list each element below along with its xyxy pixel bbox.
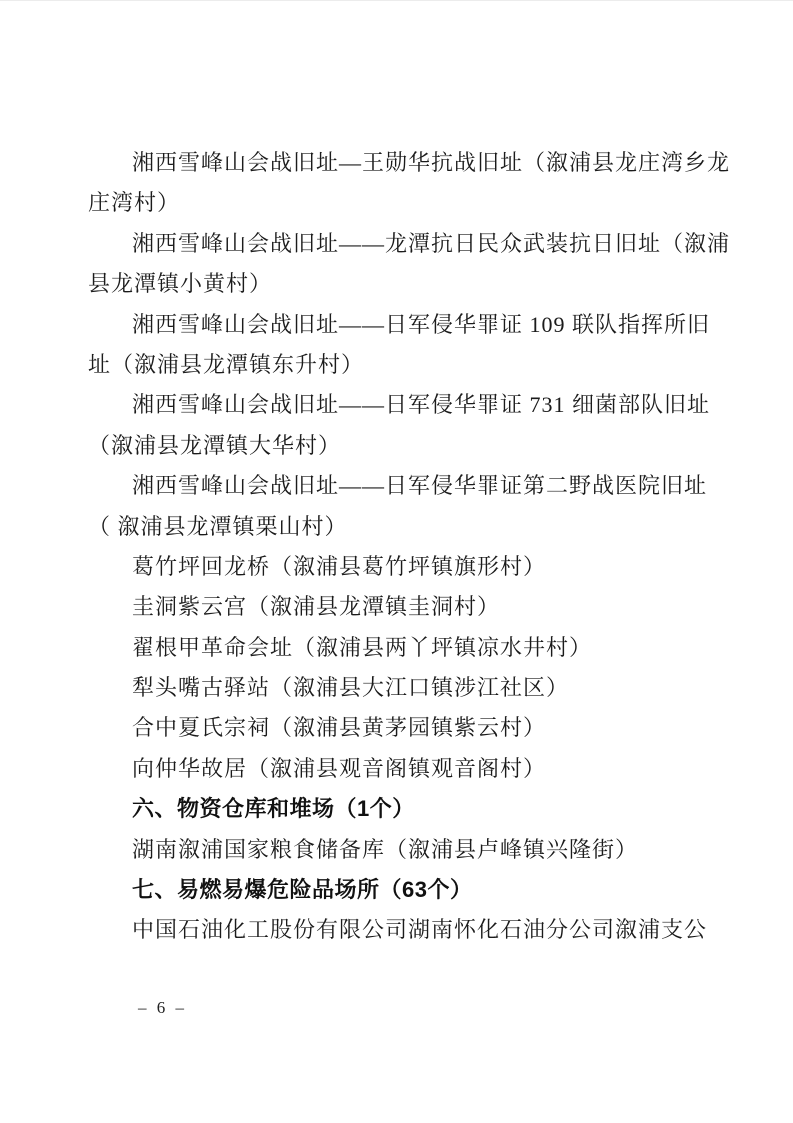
- doc-line: 址（溆浦县龙潭镇东升村）: [88, 351, 365, 377]
- section-6-heading: 六、物资仓库和堆场（1个）: [132, 796, 415, 822]
- doc-line: 犁头嘴古驿站（溆浦县大江口镇涉江社区）: [132, 675, 570, 701]
- doc-line: （溆浦县龙潭镇大华村）: [88, 432, 342, 458]
- doc-line: 合中夏氏宗祠（溆浦县黄茅园镇紫云村）: [132, 715, 547, 741]
- doc-line: 向仲华故居（溆浦县观音阁镇观音阁村）: [132, 755, 547, 781]
- doc-line: 中国石油化工股份有限公司湖南怀化石油分公司溆浦支公: [132, 917, 708, 943]
- doc-line: 圭洞紫云宫（溆浦县龙潭镇圭洞村）: [132, 594, 501, 620]
- doc-line: 湘西雪峰山会战旧址——日军侵华罪证 731 细菌部队旧址: [132, 392, 711, 418]
- section-7-heading: 七、易燃易爆危险品场所（63个）: [132, 877, 473, 903]
- doc-line: 湘西雪峰山会战旧址——龙潭抗日民众武装抗日旧址（溆浦: [132, 230, 731, 256]
- doc-line: 翟根甲革命会址（溆浦县两丫坪镇凉水井村）: [132, 634, 593, 660]
- document-body: [88, 143, 748, 951]
- doc-line: 庄湾村）: [88, 190, 181, 216]
- page-number: – 6 –: [138, 998, 187, 1017]
- doc-line: 县龙潭镇小黄村）: [88, 271, 273, 297]
- doc-line: 葛竹坪回龙桥（溆浦县葛竹坪镇旗形村）: [132, 553, 547, 579]
- doc-line: 湖南溆浦国家粮食储备库（溆浦县卢峰镇兴隆街）: [132, 836, 639, 862]
- doc-line: 湘西雪峰山会战旧址——日军侵华罪证 109 联队指挥所旧: [132, 311, 711, 337]
- doc-line: 湘西雪峰山会战旧址——日军侵华罪证第二野战医院旧址: [132, 473, 708, 499]
- doc-line: （ 溆浦县龙潭镇栗山村）: [88, 513, 348, 539]
- doc-line: 湘西雪峰山会战旧址—王勋华抗战旧址（溆浦县龙庄湾乡龙: [132, 150, 731, 175]
